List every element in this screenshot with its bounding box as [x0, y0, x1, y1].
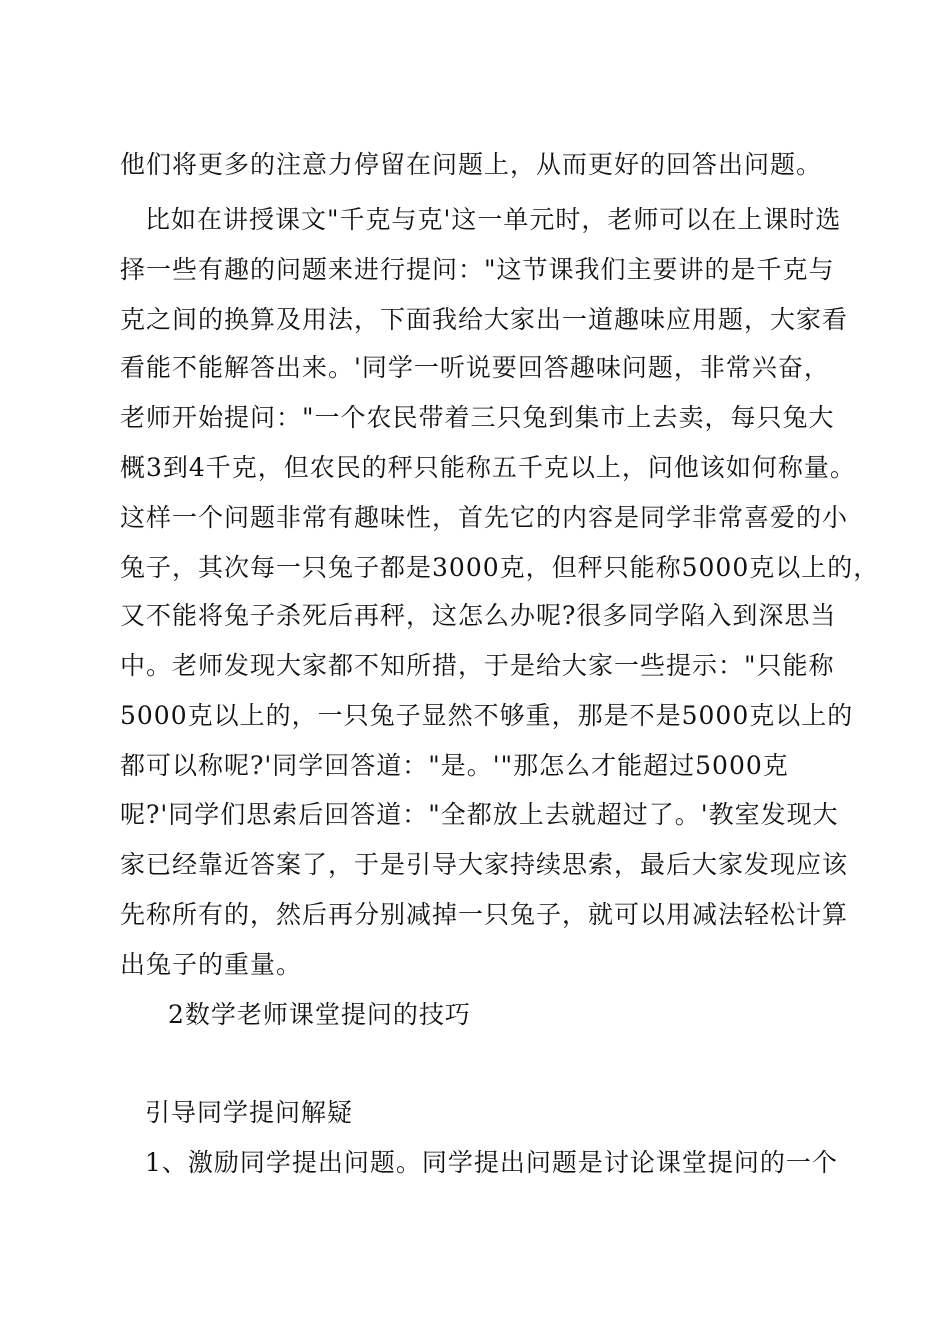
- section-heading: 2数学老师课堂提问的技巧: [168, 1000, 471, 1029]
- text-line: 1、激励同学提出问题。同学提出问题是讨论课堂提问的一个: [145, 1148, 838, 1177]
- text-line: 他们将更多的注意力停留在问题上，从而更好的回答出问题。: [120, 150, 823, 179]
- text-line: 中。老师发现大家都不知所措，于是给大家一些提示："只能称: [120, 651, 835, 680]
- text-line: 老师开始提问："一个农民带着三只兔到集市上去卖，每只兔大: [120, 403, 835, 432]
- text-line: 都可以称呢?'同学回答道："是。'"那怎么才能超过5000克: [120, 751, 789, 780]
- text-line: 呢?'同学们思索后回答道："全都放上去就超过了。'教室发现大: [120, 800, 839, 829]
- text-line: 先称所有的，然后再分别减掉一只兔子，就可以用减法轻松计算: [120, 900, 849, 929]
- text-line: 出兔子的重量。: [120, 950, 303, 979]
- text-line: 又不能将兔子杀死后再秤，这怎么办呢?很多同学陷入到深思当: [120, 601, 837, 630]
- text-line: 家已经靠近答案了，于是引导大家持续思索，最后大家发现应该: [120, 850, 849, 879]
- text-line: 概3到4千克，但农民的秤只能称五千克以上，问他该如何称量。: [120, 453, 856, 482]
- text-line: 兔子，其次每一只兔子都是3000克，但秤只能称5000克以上的，: [120, 553, 880, 582]
- text-line: 看能不能解答出来。'同学一听说要回答趣味问题，非常兴奋，: [120, 353, 830, 382]
- subsection-heading: 引导同学提问解疑: [145, 1098, 354, 1127]
- text-line: 5000克以上的，一只兔子显然不够重，那是不是5000克以上的: [120, 701, 854, 730]
- text-line: 克之间的换算及用法，下面我给大家出一道趣味应用题，大家看: [120, 305, 849, 334]
- text-line: 这样一个问题非常有趣味性，首先它的内容是同学非常喜爱的小: [120, 503, 849, 532]
- text-line: 比如在讲授课文"千克与克'这一单元时，老师可以在上课时选: [145, 205, 842, 234]
- text-line: 择一些有趣的问题来进行提问："这节课我们主要讲的是千克与: [120, 255, 835, 284]
